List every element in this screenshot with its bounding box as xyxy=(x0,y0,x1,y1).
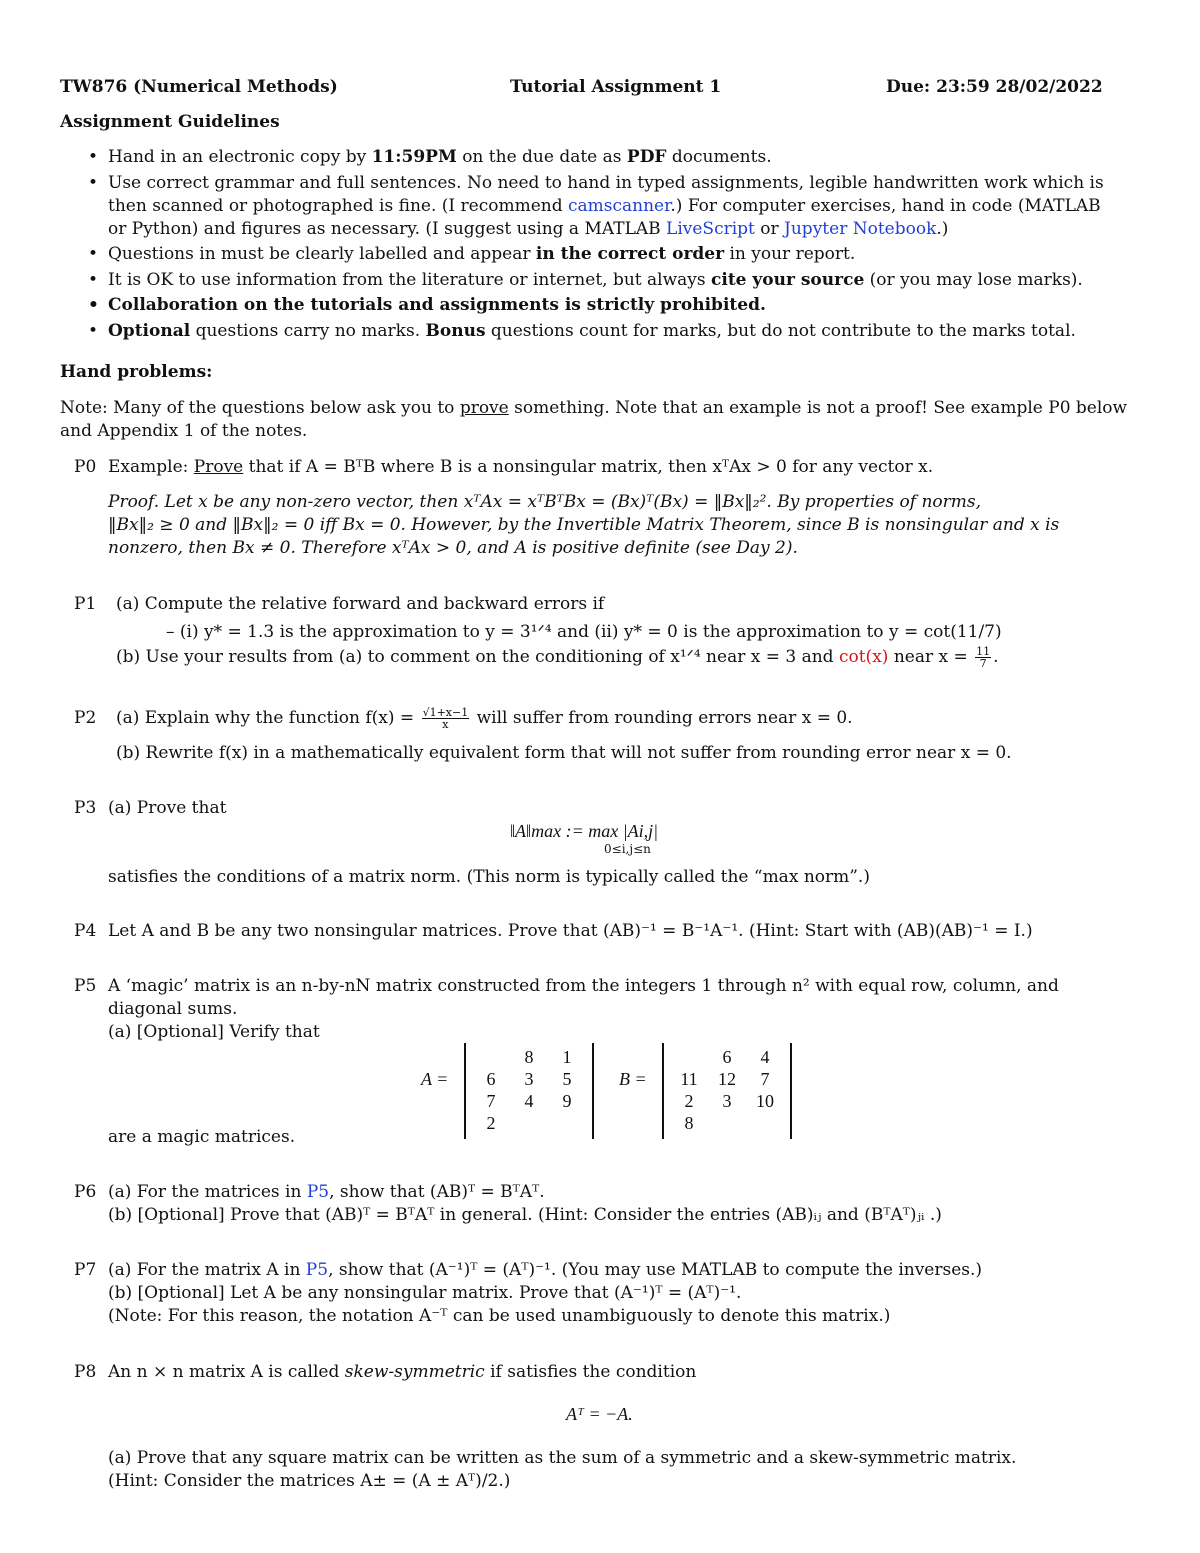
p6-part-a: (a) For the matrices in P5, show that (AB)ᵀ = BᵀAᵀ. xyxy=(108,1182,545,1202)
matrix-a-cell: 2 xyxy=(486,1113,496,1133)
guideline-item-5: • Collaboration on the tutorials and assignments is strictly prohibited. xyxy=(108,294,766,316)
guideline-item-1: • Hand in an electronic copy by 11:59PM on the due date as PDF documents. xyxy=(108,146,772,168)
p8-line-1: An n × n matrix A is called skew-symmetric if satisfies the condition xyxy=(108,1362,697,1382)
p0-proof-line-1: Proof. Let x be any non-zero vector, then xᵀAx = xᵀBᵀBx = (Bx)ᵀ(Bx) = ‖Bx‖₂². By properties of norms, xyxy=(108,492,982,512)
p6-part-b: (b) [Optional] Prove that (AB)ᵀ = BᵀAᵀ in general. (Hint: Consider the entries (AB)ᵢⱼ and (BᵀAᵀ)ⱼᵢ .) xyxy=(108,1205,942,1225)
p0-proof-line-2: ‖Bx‖₂ ≥ 0 and ‖Bx‖₂ = 0 iff Bx = 0. However, by the Invertible Matrix Theorem, since B is nonsingular and x is xyxy=(108,515,1060,535)
p1-part-a: (a) Compute the relative forward and backward errors if xyxy=(116,594,605,614)
matrix-a-cell: 7 xyxy=(486,1091,496,1111)
p8-hint: (Hint: Consider the matrices A± = (A ± Aᵀ)/2.) xyxy=(108,1471,511,1491)
p5-line-2: diagonal sums. xyxy=(108,999,238,1019)
p2-part-b: (b) Rewrite f(x) in a mathematically equivalent form that will not suffer from rounding error near x = 0. xyxy=(116,743,1012,763)
p1-label: P1 xyxy=(74,594,97,614)
matrix-a-label: A = xyxy=(421,1069,449,1089)
camscanner-link[interactable]: camscanner xyxy=(568,196,671,216)
matrix-b-cell: 10 xyxy=(756,1091,774,1111)
note-line-1: Note: Many of the questions below ask you to prove something. Note that an example is not a proof! See example P0 below xyxy=(60,398,1128,418)
p4-statement: Let A and B be any two nonsingular matrices. Prove that (AB)⁻¹ = B⁻¹A⁻¹. (Hint: Start with (AB)(AB)⁻¹ = I.) xyxy=(108,921,1033,941)
p5-link[interactable]: P5 xyxy=(306,1182,330,1202)
p5-after-text: are a magic matrices. xyxy=(108,1127,296,1147)
p5-link[interactable]: P5 xyxy=(305,1260,329,1280)
matrix-a xyxy=(464,1043,594,1139)
matrix-a-cell: 4 xyxy=(524,1091,534,1111)
matrix-a-cell: 3 xyxy=(524,1069,534,1089)
jupyter-link[interactable]: Jupyter Notebook xyxy=(784,219,937,239)
p0-proof-line-3: nonzero, then Bx ≠ 0. Therefore xᵀAx > 0, and A is positive definite (see Day 2). xyxy=(108,538,798,558)
note-line-2: and Appendix 1 of the notes. xyxy=(60,421,308,441)
p8-formula: Aᵀ = −A. xyxy=(566,1404,633,1424)
p5-part-a: (a) [Optional] Verify that xyxy=(108,1022,320,1042)
p8-label: P8 xyxy=(74,1362,97,1382)
matrix-b-cell: 6 xyxy=(722,1047,732,1067)
p7-part-b: (b) [Optional] Let A be any nonsingular matrix. Prove that (A⁻¹)ᵀ = (Aᵀ)⁻¹. xyxy=(108,1283,742,1303)
matrix-b-cell: 11 xyxy=(680,1069,698,1089)
course-title: TW876 (Numerical Methods) xyxy=(60,77,338,97)
guideline-item-2-line-3: or Python) and figures as necessary. (I suggest using a MATLAB LiveScript or Jupyter Notebook.) xyxy=(108,219,949,239)
p3-part-a: (a) Prove that xyxy=(108,798,227,818)
p4-label: P4 xyxy=(74,921,97,941)
matrix-b-cell: 7 xyxy=(760,1069,770,1089)
p7-part-a: (a) For the matrix A in P5, show that (A⁻¹)ᵀ = (Aᵀ)⁻¹. (You may use MATLAB to compute the inverses.) xyxy=(108,1260,983,1280)
matrix-a-cell: 9 xyxy=(562,1091,572,1111)
guideline-item-2: • Use correct grammar and full sentences. No need to hand in typed assignments, legible handwritten work which is xyxy=(108,172,1104,194)
p3-after-text: satisfies the conditions of a matrix norm. (This norm is typically called the “max norm”.) xyxy=(108,867,870,887)
matrix-b-cell: 12 xyxy=(718,1069,736,1089)
matrix-a-cell: 1 xyxy=(562,1047,572,1067)
matrix-a-cell: 5 xyxy=(562,1069,572,1089)
hand-problems-heading: Hand problems: xyxy=(60,362,213,382)
matrix-b xyxy=(662,1043,792,1139)
p8-part-a: (a) Prove that any square matrix can be written as the sum of a symmetric and a skew-symmetric matrix. xyxy=(108,1448,1017,1468)
p7-label: P7 xyxy=(74,1260,97,1280)
p7-note: (Note: For this reason, the notation A⁻ᵀ can be used unambiguously to denote this matrix.) xyxy=(108,1306,891,1326)
matrix-a-cell: 6 xyxy=(486,1069,496,1089)
matrix-b-cell: 3 xyxy=(722,1091,732,1111)
guideline-item-4: • It is OK to use information from the literature or internet, but always cite your source (or you may lose marks). xyxy=(108,269,1083,291)
p0-statement: Example: Prove that if A = BᵀB where B is a nonsingular matrix, then xᵀAx > 0 for any vector x. xyxy=(108,457,934,477)
p5-line-1: A ‘magic’ matrix is an n-by-nN matrix constructed from the integers 1 through n² with equal row, column, and xyxy=(108,976,1059,996)
p3-label: P3 xyxy=(74,798,97,818)
p6-label: P6 xyxy=(74,1182,97,1202)
p0-label: P0 xyxy=(74,457,97,477)
p1-part-a-sub: – (i) y* = 1.3 is the approximation to y = 3¹ᐟ⁴ and (ii) y* = 0 is the approximation to y = cot(11/7) xyxy=(166,622,1002,642)
due-date: Due: 23:59 28/02/2022 xyxy=(886,77,1103,97)
livescript-link[interactable]: LiveScript xyxy=(666,219,755,239)
assignment-title: Tutorial Assignment 1 xyxy=(510,77,722,97)
matrix-b-label: B = xyxy=(619,1069,647,1089)
guidelines-heading: Assignment Guidelines xyxy=(60,112,280,132)
p3-formula-subscript: 0≤i,j≤n xyxy=(604,842,651,856)
matrix-a-cell: 8 xyxy=(524,1047,534,1067)
guideline-item-2-line-2: then scanned or photographed is fine. (I recommend camscanner.) For computer exercises, hand in code (MATLAB xyxy=(108,196,1101,216)
p5-label: P5 xyxy=(74,976,97,996)
p2-label: P2 xyxy=(74,708,97,728)
p3-max-norm-formula: ‖A‖max := max |Ai,j| xyxy=(510,821,659,841)
matrix-b-cell: 8 xyxy=(684,1113,694,1133)
guideline-item-3: • Questions in must be clearly labelled and appear in the correct order in your report. xyxy=(108,243,855,265)
p1-part-b: (b) Use your results from (a) to comment on the conditioning of x¹ᐟ⁴ near x = 3 and cot(x) near x = $\frac{11}{7}$ . xyxy=(116,645,999,670)
matrix-b-cell: 4 xyxy=(760,1047,770,1067)
p2-part-a: (a) Explain why the function f(x) = $\frac{√1+x-1}{x}$ will suffer from rounding errors near x = 0. xyxy=(116,706,853,731)
matrix-b-cell: 2 xyxy=(684,1091,694,1111)
guideline-item-6: • Optional questions carry no marks. Bonus questions count for marks, but do not contribute to the marks total. xyxy=(108,320,1076,342)
